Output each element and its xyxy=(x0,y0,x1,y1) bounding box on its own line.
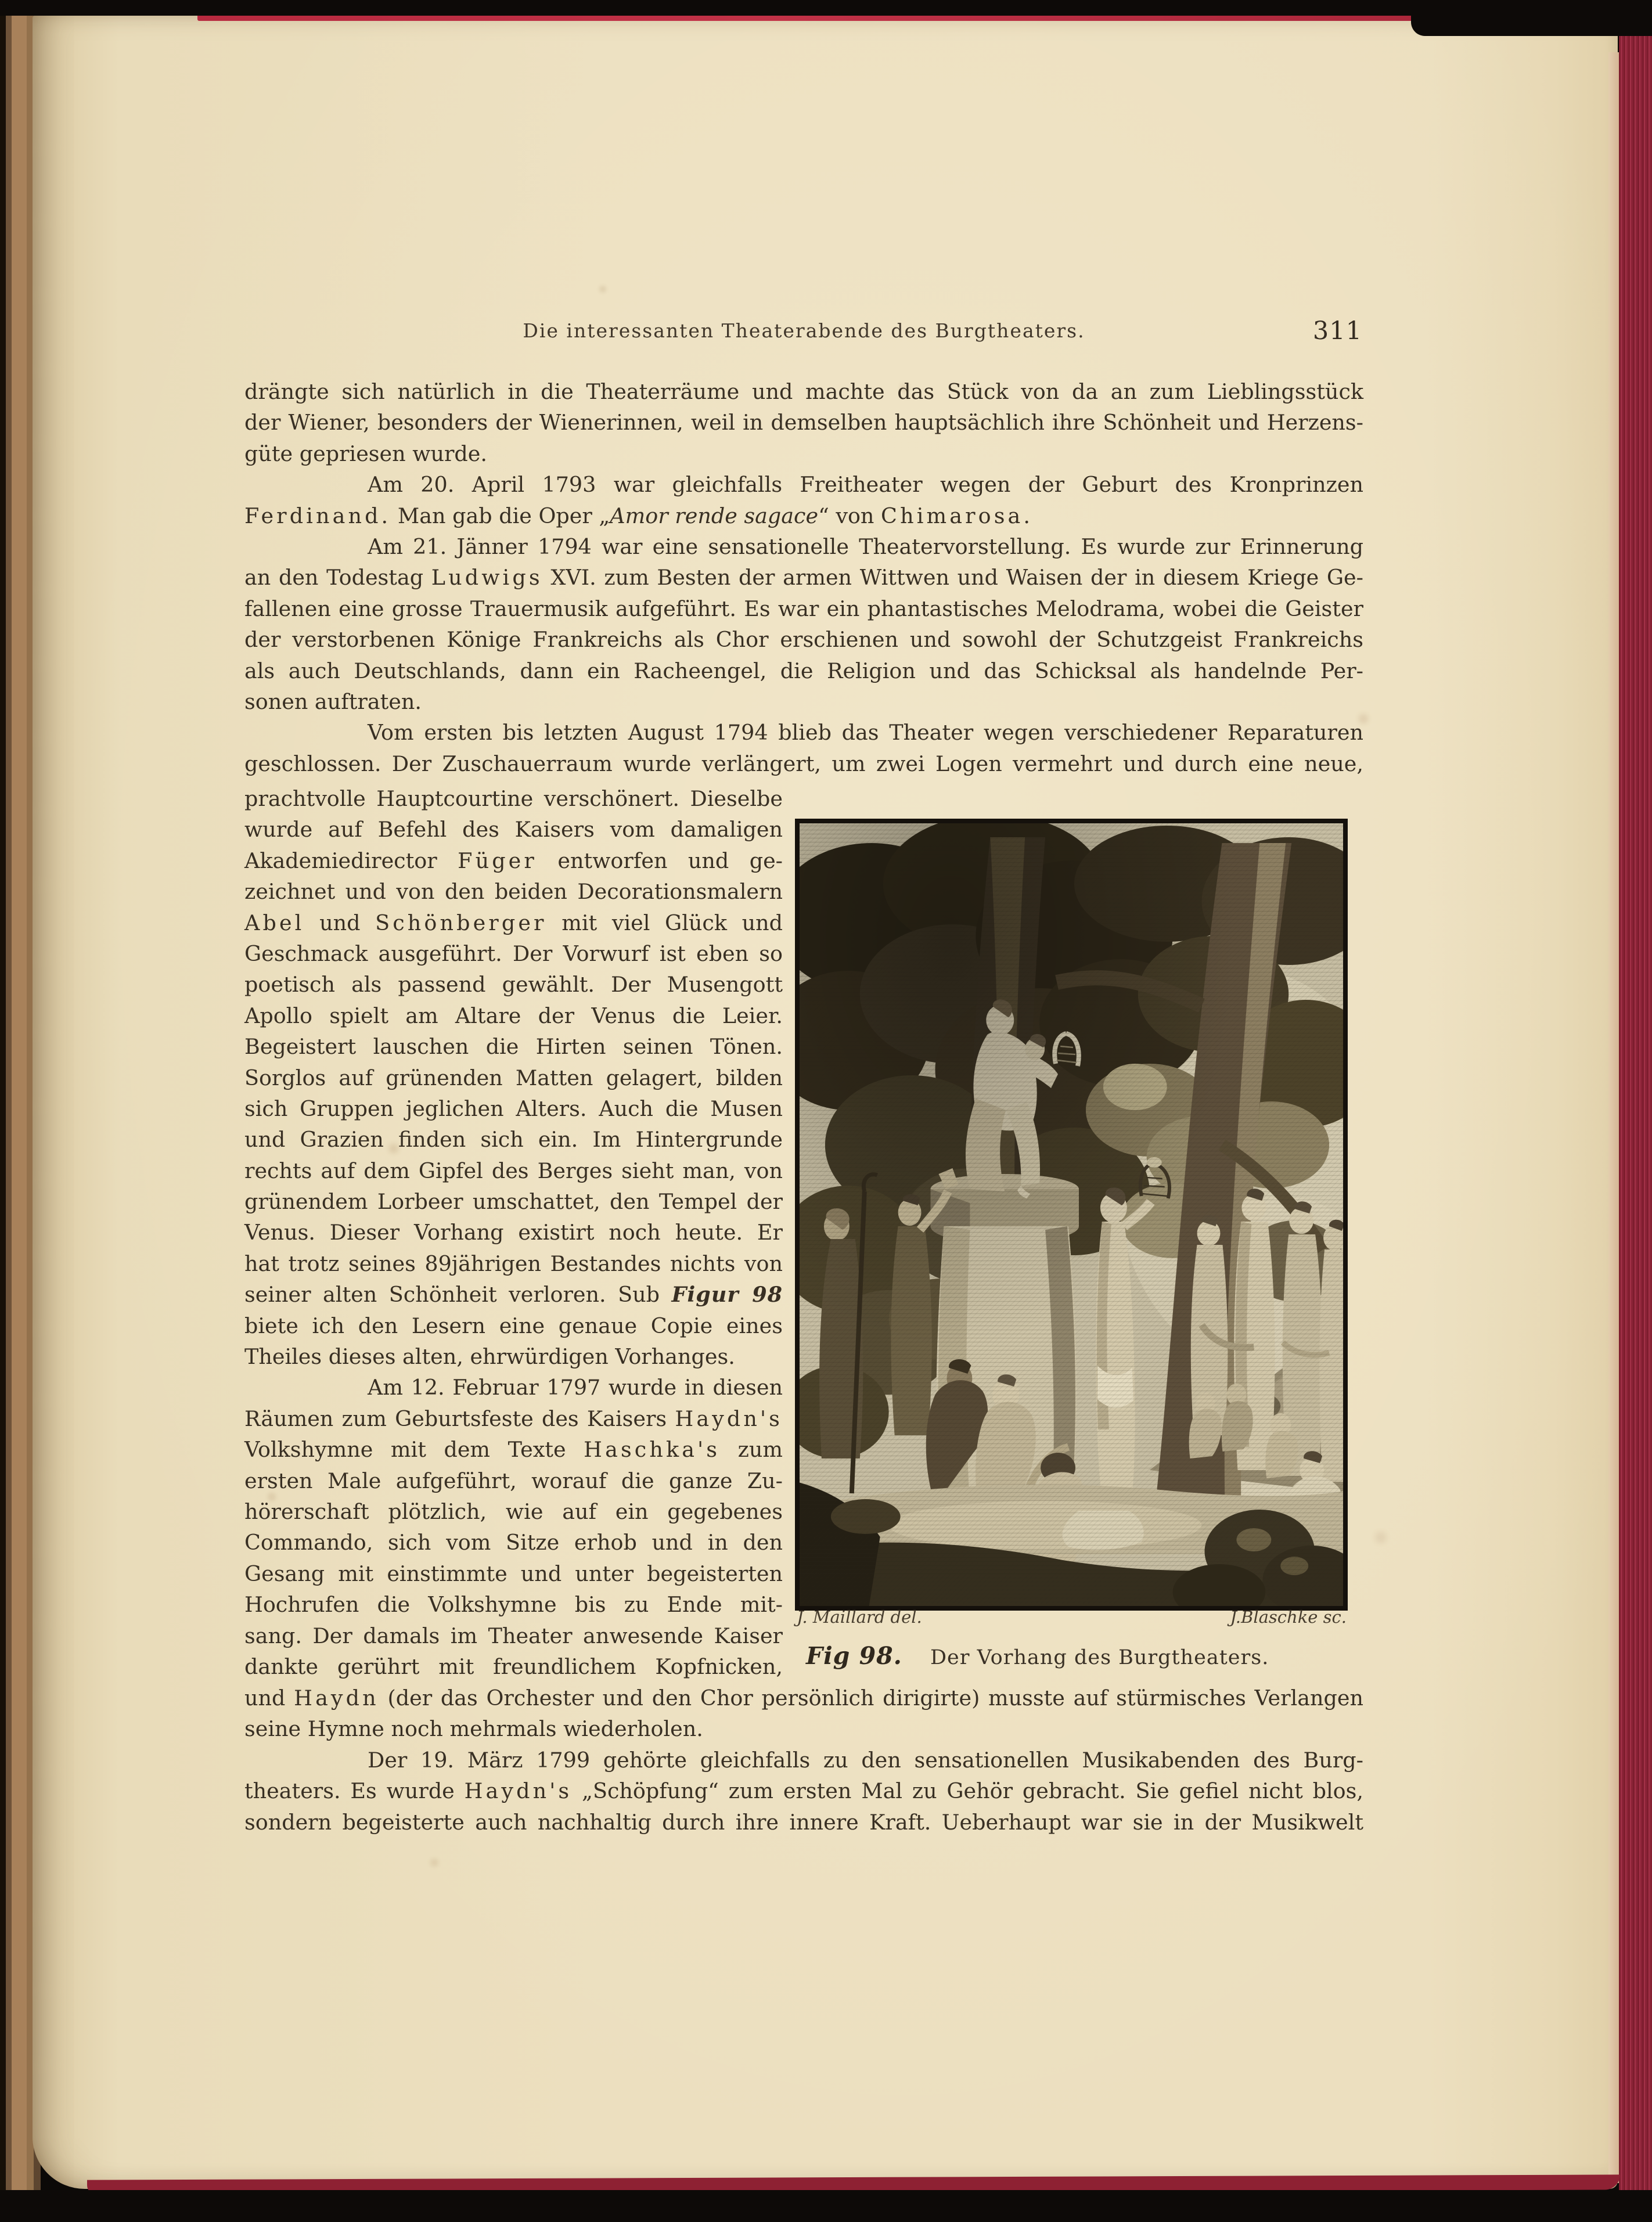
text-line: Am 21. Jänner 1794 war eine sensationelle Theatervorstellung. Es wurde zur Erinnerung xyxy=(368,534,1363,559)
text-line: Geschmack ausgeführt. Der Vorwurf ist eben so xyxy=(244,941,783,966)
text-line: Begeistert lauschen die Hirten seinen Tönen. xyxy=(244,1034,783,1060)
text-line: sondern begeisterte auch nachhaltig durch ihre innere Kraft. Ueberhaupt war sie in der Musikwelt xyxy=(244,1809,1363,1835)
text-line: sonen auftraten. xyxy=(244,689,422,714)
engraving-image xyxy=(796,820,1347,1609)
text-line: Volkshymne mit dem Texte Haschka's zum xyxy=(244,1437,783,1463)
text-block-top xyxy=(244,376,1363,779)
text-line: Apollo spielt am Altare der Venus die Leier. xyxy=(244,1003,783,1028)
running-title: Die interessanten Theaterabende des Burgtheaters. xyxy=(523,319,1085,342)
page-number: 311 xyxy=(1312,316,1362,345)
text-line: fallenen eine grosse Trauermusik aufgeführt. Es war ein phantastisches Melodrama, wobei die Geister xyxy=(244,596,1363,621)
text-line: Am 12. Februar 1797 wurde in diesen xyxy=(368,1375,783,1400)
text-line: zeichnet und von den beiden Decorationsmalern xyxy=(244,879,783,905)
text-line: und Grazien finden sich ein. Im Hintergrunde xyxy=(244,1127,783,1153)
text-line: als auch Deutschlands, dann ein Racheengel, die Religion und das Schicksal als handelnde Per- xyxy=(244,658,1363,683)
delineator-credit: J. Maillard del. xyxy=(797,1607,922,1627)
figure-label: Fig 98. xyxy=(806,1642,902,1670)
text-line: hörerschaft plötzlich, wie auf ein gegebenes xyxy=(244,1499,783,1524)
text-line: Ferdinand. Man gab die Oper „Amor rende sagace“ von Chimarosa. xyxy=(244,503,1034,528)
text-line: wurde auf Befehl des Kaisers vom damaligen xyxy=(244,817,783,842)
scan-background-bottom xyxy=(0,2190,1652,2222)
text-line: Abel und Schönberger mit viel Glück und xyxy=(244,910,783,935)
text-line: an den Todestag Ludwigs XVI. zum Besten der armen Wittwen und Waisen der in diesem Kriege Ge- xyxy=(244,565,1363,590)
text-block-middle xyxy=(244,1683,1363,1745)
text-line: Vom ersten bis letzten August 1794 blieb das Theater wegen verschiedener Reparaturen xyxy=(368,720,1363,746)
text-line: güte gepriesen wurde. xyxy=(244,441,488,466)
text-line: Sorglos auf grünenden Matten gelagert, bilden xyxy=(244,1065,783,1090)
text-line: Commando, sich vom Sitze erhob und in den xyxy=(244,1530,783,1555)
text-line: drängte sich natürlich in die Theaterräume und machte das Stück von da an zum Lieblingsstück xyxy=(244,379,1363,404)
text-line: prachtvolle Hauptcourtine verschönert. Dieselbe xyxy=(244,786,783,811)
text-line: Gesang mit einstimmte und unter begeisterten xyxy=(244,1561,783,1586)
text-line: hat trotz seines 89jährigen Bestandes nichts von xyxy=(244,1251,783,1276)
text-line: Akademiedirector Füger entworfen und ge- xyxy=(244,848,783,873)
figure-credits xyxy=(797,1607,1347,1627)
text-line: Venus. Dieser Vorhang existirt noch heute. Er xyxy=(244,1220,783,1245)
text-line: und Haydn (der das Orchester und den Chor persönlich dirigirte) musste auf stürmisches Verlangen xyxy=(244,1686,1364,1710)
scan-background-top-right xyxy=(1411,0,1652,36)
engraving-apollo-curtain-scene xyxy=(796,820,1347,1609)
text-block-bottom xyxy=(244,1745,1363,1838)
text-line: der Wiener, besonders der Wienerinnen, weil in demselben hauptsächlich ihre Schönheit und Herzens- xyxy=(244,410,1363,435)
text-line: der verstorbenen Könige Frankreichs als Chor erschienen und sowohl der Schutzgeist Frankreichs xyxy=(244,627,1363,653)
book-page xyxy=(33,15,1618,2189)
text-line: sang. Der damals im Theater anwesende Kaiser xyxy=(244,1623,783,1648)
text-line: poetisch als passend gewählt. Der Musengott xyxy=(244,972,783,997)
text-line: geschlossen. Der Zuschauerraum wurde verlängert, um zwei Logen vermehrt und durch eine neue, xyxy=(244,751,1363,776)
running-header xyxy=(244,315,1363,347)
text-line: theaters. Es wurde Haydn's „Schöpfung“ zum ersten Mal zu Gehör gebracht. Sie gefiel nicht blos, xyxy=(244,1778,1363,1804)
text-column-left xyxy=(244,783,783,1682)
text-line: dankte gerührt mit freundlichem Kopfnicken, xyxy=(244,1654,783,1679)
text-line: Am 20. April 1793 war gleichfalls Freitheater wegen der Geburt des Kronprinzen xyxy=(368,472,1363,498)
figure-title: Der Vorhang des Burgtheaters. xyxy=(930,1646,1269,1669)
text-line: biete ich den Lesern eine genaue Copie eines xyxy=(244,1313,783,1338)
text-line: ersten Male aufgeführt, worauf die ganze Zu- xyxy=(244,1468,783,1493)
text-line: Räumen zum Geburtsfeste des Kaisers Haydn's xyxy=(244,1406,783,1431)
book-fore-edge-red xyxy=(1619,35,1652,2190)
page-edges xyxy=(1608,52,1620,2183)
engraver-credit: J.Blaschke sc. xyxy=(1230,1607,1347,1627)
text-line: grünendem Lorbeer umschattet, den Tempel der xyxy=(244,1189,783,1215)
text-line: seiner alten Schönheit verloren. Sub Figur 98 xyxy=(244,1282,783,1308)
text-line: sich Gruppen jeglichen Alters. Auch die Musen xyxy=(244,1096,783,1121)
text-line: Der 19. März 1799 gehörte gleichfalls zu den sensationellen Musikabenden des Burg- xyxy=(368,1748,1363,1773)
engraving-texture xyxy=(796,820,1347,1609)
text-line: Theiles dieses alten, ehrwürdigen Vorhanges. xyxy=(244,1344,735,1370)
text-line: rechts auf dem Gipfel des Berges sieht man, von xyxy=(244,1158,783,1183)
text-line: seine Hymne noch mehrmals wiederholen. xyxy=(244,1716,703,1742)
scan-background-top xyxy=(0,0,1652,16)
text-line: Hochrufen die Volkshymne bis zu Ende mit- xyxy=(244,1592,783,1618)
figure-caption xyxy=(806,1642,1347,1670)
